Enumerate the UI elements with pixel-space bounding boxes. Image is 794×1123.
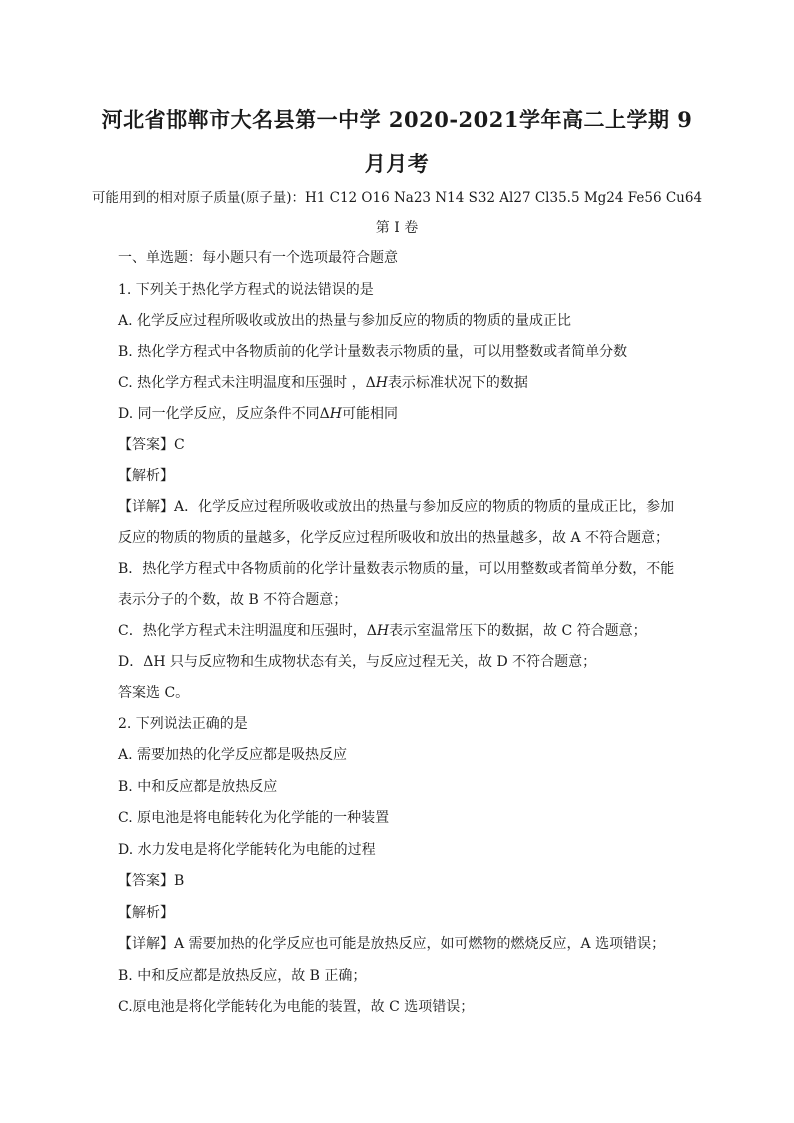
q2-option-c: C. 原电池是将电能转化为化学能的一种装置	[118, 810, 390, 826]
q1-detail-line-2: 反应的物质的物质的量越多，化学反应过程所吸收和放出的热量越多，故 A 不符合题意；	[118, 530, 670, 546]
q1-option-c-text-pre: C. 热化学方程式未注明温度和压强时 ，Δ	[118, 375, 376, 391]
q1-option-d	[118, 404, 398, 424]
q1-detail-line-4: 表示分子的个数，故 B 不符合题意；	[118, 592, 348, 608]
document-title-line-1: 河北省邯郸市大名县第一中学 2020-2021学年高二上学期 9	[101, 107, 693, 132]
atomic-masses-line: 可能用到的相对原子质量(原子量)：H1 C12 O16 Na23 N14 S32 Al27 Cl35.5 Mg24 Fe56 Cu64	[91, 190, 703, 206]
q1-option-d-text-post: 可能相同	[341, 406, 398, 422]
q2-detail-line-1: 【详解】A 需要加热的化学反应也可能是放热反应，如可燃物的燃烧反应，A 选项错误；	[118, 936, 666, 952]
q1-detail-line-3: B．热化学方程式中各物质前的化学计量数表示物质的量，可以用整数或者简单分数，不能	[118, 561, 675, 577]
q1-option-d-variable: H	[329, 406, 342, 422]
q2-option-b: B. 中和反应都是放热反应	[118, 779, 278, 795]
q2-detail-line-2: B. 中和反应都是放热反应，故 B 正确；	[118, 968, 367, 984]
q1-detail-line-5-post: 表示室温常压下的数据，故 C 符合题意；	[389, 623, 647, 639]
q2-answer: 【答案】B	[118, 873, 185, 889]
q1-detail-line-5	[118, 621, 647, 641]
q2-detail-line-3: C.原电池是将化学能转化为电能的装置，故 C 选项错误；	[118, 999, 475, 1015]
q1-detail-line-5-variable: H	[376, 623, 390, 639]
q1-detail-line-5-pre: C．热化学方程式未注明温度和压强时，Δ	[118, 623, 377, 639]
document-title-line-2: 月月考	[364, 151, 430, 176]
volume-label: 第 I 卷	[375, 220, 419, 236]
q1-option-c	[118, 373, 528, 393]
q1-conclusion: 答案选 C。	[118, 685, 190, 701]
q2-stem: 2. 下列说法正确的是	[118, 716, 248, 732]
q2-option-d: D. 水力发电是将化学能转化为电能的过程	[118, 842, 376, 858]
q2-analysis-label: 【解析】	[118, 905, 174, 921]
q1-option-c-text-post: 表示标准状况下的数据	[387, 375, 528, 391]
q1-detail-line-6: D．ΔH 只与反应物和生成物状态有关，与反应过程无关，故 D 不符合题意；	[118, 654, 597, 670]
q1-option-c-variable: H	[375, 375, 388, 391]
q1-option-b: B. 热化学方程式中各物质前的化学计量数表示物质的量，可以用整数或者简单分数	[118, 344, 628, 360]
q1-option-a: A. 化学反应过程所吸收或放出的热量与参加反应的物质的物质的量成正比	[118, 313, 572, 329]
section-heading: 一、单选题：每小题只有一个选项最符合题意	[118, 250, 398, 266]
q1-detail-line-1: 【详解】A．化学反应过程所吸收或放出的热量与参加反应的物质的物质的量成正比，参加	[118, 499, 675, 515]
q1-analysis-label: 【解析】	[118, 468, 174, 484]
q1-answer: 【答案】C	[118, 437, 185, 453]
q1-option-d-text-pre: D. 同一化学反应，反应条件不同Δ	[118, 406, 330, 422]
q2-option-a: A. 需要加热的化学反应都是吸热反应	[118, 747, 348, 763]
q1-stem: 1. 下列关于热化学方程式的说法错误的是	[118, 282, 374, 298]
